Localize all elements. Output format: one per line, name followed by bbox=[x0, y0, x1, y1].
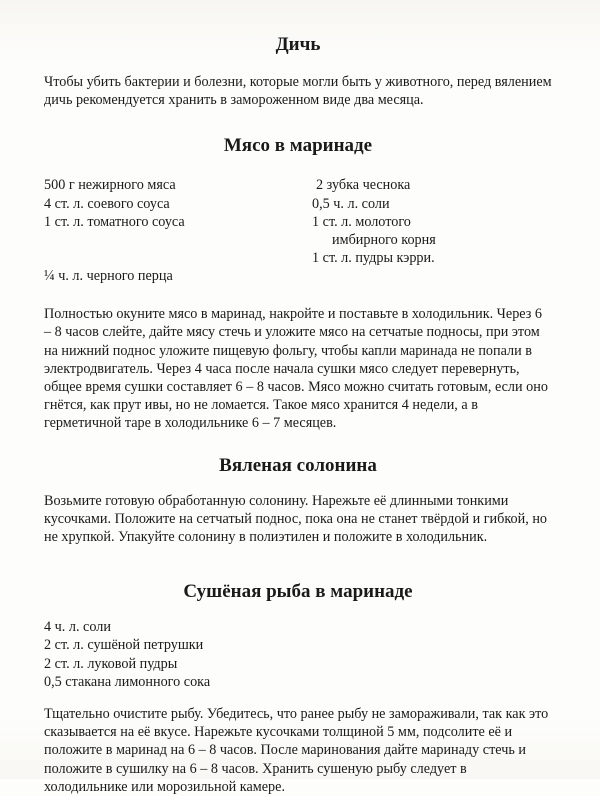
ingredient-item: 500 г нежирного мяса bbox=[44, 177, 176, 194]
ingredient-item: 0,5 ч. л. соли bbox=[312, 195, 390, 212]
section-title-dried-fish: Сушёная рыба в маринаде bbox=[183, 581, 413, 603]
section-text-game: Чтобы убить бактерии и болезни, которые могли быть у животного, перед вялением дичь рекомендуется хранить в замороженном виде два месяца. bbox=[44, 74, 552, 109]
section-text-dried-fish: Тщательно очистите рыбу. Убедитесь, что ранее рыбу не замораживали, так как это сказывается на её вкусе. Нарежьте кусочками толщиной 5 мм, подсолите её и положите в маринад на 6 – 8 часов. После маринования дайте маринаду стечь и положите в сушилку на 6 – 8 часов. Хранить сушеную рыбу следует в холодильнике или морозильной камере. bbox=[44, 706, 549, 795]
ingredient-item: 2 ст. л. луковой пудры bbox=[44, 655, 178, 672]
ingredient-item: ¼ ч. л. черного перца bbox=[44, 268, 173, 285]
section-title-game: Дичь bbox=[275, 34, 321, 55]
ingredient-item: 1 ст. л. молотого bbox=[312, 213, 411, 230]
section-text-marinated-meat: Полностью окуните мясо в маринад, накройте и поставьте в холодильник. Через 6 – 8 часов слейте, дайте мясу стечь и уложите мясо на сетчатые подносы, при этом на нижний поднос уложите пищевую фольгу, чтобы капли маринада не попали в электродвигатель. Через 4 часа после начала сушки мясо следует перевернуть, общее время сушки составляет 6 – 8 часов. Мясо можно считать готовым, если оно гнётся, как прут ивы, но не ломается. Такое мясо хранится 4 недели, а в герметичной таре в холодильнике 6 – 7 месяцев. bbox=[44, 306, 548, 432]
section-title-marinated-meat: Мясо в маринаде bbox=[223, 135, 373, 157]
section-title-corned-beef: Вяленая солонина bbox=[219, 454, 377, 476]
ingredient-gap bbox=[44, 231, 312, 267]
ingredients-right-column bbox=[312, 176, 552, 285]
ingredient-item: 0,5 стакана лимонного сока bbox=[44, 673, 211, 690]
section-text-corned-beef: Возьмите готовую обработанную солонину. Нарежьте её длинными тонкими кусочками. Положите на сетчатый поднос, пока она не станет твёрдой и гибкой, но не хрупкой. Упакуйте солонину в полиэтилен и положите в холодильник. bbox=[44, 492, 548, 546]
ingredients-left-column bbox=[44, 176, 312, 285]
ingredient-item: 4 ст. л. соевого соуса bbox=[44, 195, 170, 212]
ingredient-item: 4 ч. л. соли bbox=[44, 619, 111, 636]
ingredient-item: 1 ст. л. пудры кэрри. bbox=[312, 250, 435, 267]
ingredient-item: имбирного корня bbox=[332, 232, 436, 249]
ingredients-dried-fish bbox=[44, 618, 552, 691]
ingredient-item: 2 зубка чеснока bbox=[316, 177, 411, 194]
ingredient-item: 2 ст. л. сушёной петрушки bbox=[44, 637, 204, 654]
ingredient-item: 1 ст. л. томатного соуса bbox=[44, 213, 185, 230]
ingredients-marinated-meat bbox=[44, 176, 552, 285]
